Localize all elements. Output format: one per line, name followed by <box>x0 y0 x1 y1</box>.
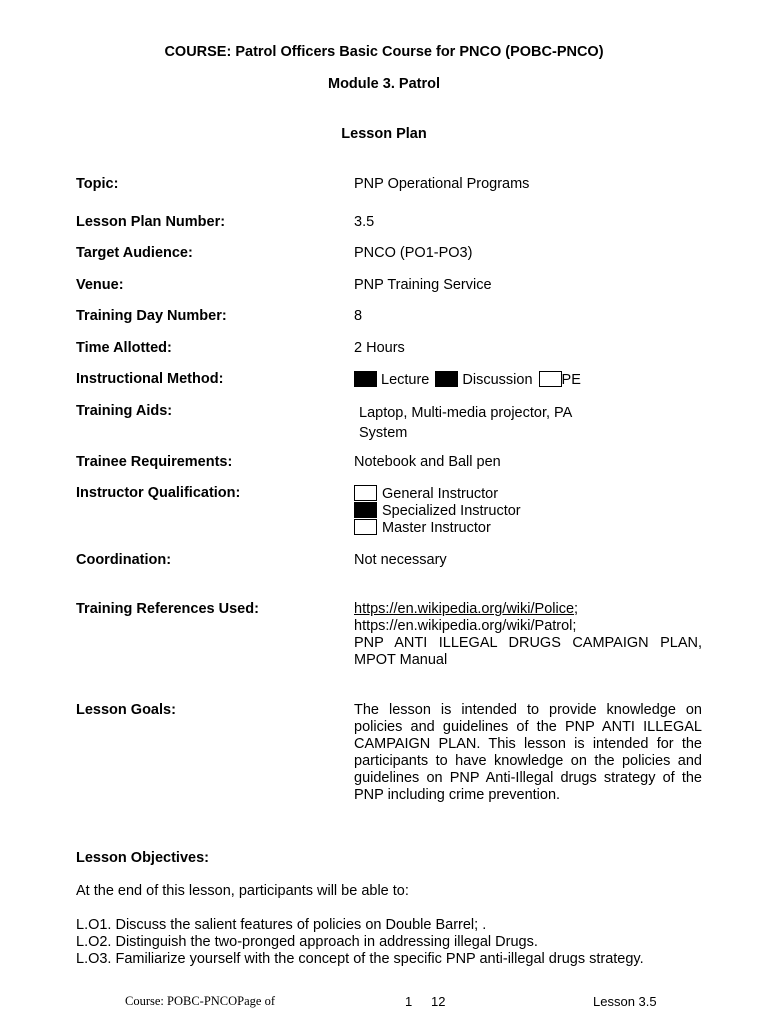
footer-lesson: Lesson 3.5 <box>593 994 657 1009</box>
general-instructor-label: General Instructor <box>382 486 499 502</box>
master-instructor-checkbox[interactable] <box>354 519 377 535</box>
coordination-label: Coordination: <box>76 552 172 568</box>
instructor-qualification-options <box>354 485 521 536</box>
pe-label: PE <box>561 372 581 388</box>
time-allotted-value: 2 Hours <box>354 340 405 356</box>
general-instructor-checkbox[interactable] <box>354 485 377 501</box>
footer-course: Course: POBC-PNCOPage of <box>125 994 276 1008</box>
objective-item: L.O2. Distinguish the two-pronged approach in addressing illegal Drugs. <box>76 934 538 950</box>
specialized-instructor-checkbox[interactable] <box>354 502 377 518</box>
training-aids-value <box>359 403 707 443</box>
training-day-value: 8 <box>354 308 363 324</box>
reference-patrol: https://en.wikipedia.org/wiki/Patrol; <box>354 618 577 634</box>
venue-label: Venue: <box>76 277 124 293</box>
specialized-instructor-label: Specialized Instructor <box>382 503 521 519</box>
training-aids-line: Laptop, Multi-media projector, PA <box>359 405 573 421</box>
training-references-label: Training References Used: <box>76 601 259 617</box>
reference-separator: ; <box>574 601 579 617</box>
objective-item: L.O1. Discuss the salient features of policies on Double Barrel; . <box>76 917 487 933</box>
reference-campaign-plan: PNP ANTI ILLEGAL DRUGS CAMPAIGN PLAN, <box>354 635 702 651</box>
reference-mpot-manual: MPOT Manual <box>354 652 448 668</box>
training-aids-line: System <box>359 425 408 441</box>
lesson-goals-label: Lesson Goals: <box>76 702 176 718</box>
topic-value: PNP Operational Programs <box>354 176 530 192</box>
trainee-requirements-value: Notebook and Ball pen <box>354 454 501 470</box>
trainee-requirements-label: Trainee Requirements: <box>76 454 233 470</box>
lesson-plan-number-label: Lesson Plan Number: <box>76 214 226 230</box>
lesson-objectives-heading: Lesson Objectives: <box>76 850 209 866</box>
venue-value: PNP Training Service <box>354 277 492 293</box>
lecture-checkbox[interactable] <box>354 371 377 387</box>
lesson-plan-number-value: 3.5 <box>354 214 375 230</box>
footer-page-total: 12 <box>431 994 446 1009</box>
lesson-plan-heading: Lesson Plan <box>341 126 427 142</box>
training-references-value <box>354 601 702 669</box>
pe-checkbox[interactable] <box>539 371 562 387</box>
lecture-label: Lecture <box>381 372 430 388</box>
coordination-value: Not necessary <box>354 552 447 568</box>
instructional-method-label: Instructional Method: <box>76 371 224 387</box>
master-instructor-label: Master Instructor <box>382 520 491 536</box>
footer-page-number: 1 <box>405 994 413 1009</box>
training-day-label: Training Day Number: <box>76 308 227 324</box>
discussion-checkbox[interactable] <box>435 371 458 387</box>
module-title: Module 3. Patrol <box>328 76 440 92</box>
target-audience-value: PNCO (PO1-PO3) <box>354 245 473 261</box>
lesson-objectives-list <box>76 917 644 968</box>
objective-item: L.O3. Familiarize yourself with the concept of the specific PNP anti-illegal drugs strategy. <box>76 951 644 967</box>
instructional-method-options <box>354 371 581 388</box>
training-aids-label: Training Aids: <box>76 403 173 419</box>
lesson-goals-text: The lesson is intended to provide knowledge on policies and guidelines of the PNP ANTI ILLEGAL CAMPAIGN PLAN. This lesson is intended for the participants to have knowledge on the policies and guidelines on PNP Anti-Illegal drugs strategy of the PNP including crime prevention. <box>354 702 702 803</box>
course-title: COURSE: Patrol Officers Basic Course for PNCO (POBC-PNCO) <box>164 44 604 60</box>
instructor-qualification-label: Instructor Qualification: <box>76 485 241 501</box>
reference-link-police[interactable]: https://en.wikipedia.org/wiki/Police <box>354 601 575 617</box>
discussion-label: Discussion <box>462 372 533 388</box>
time-allotted-label: Time Allotted: <box>76 340 172 356</box>
topic-label: Topic: <box>76 176 119 192</box>
lesson-objectives-intro: At the end of this lesson, participants will be able to: <box>76 883 409 899</box>
target-audience-label: Target Audience: <box>76 245 193 261</box>
